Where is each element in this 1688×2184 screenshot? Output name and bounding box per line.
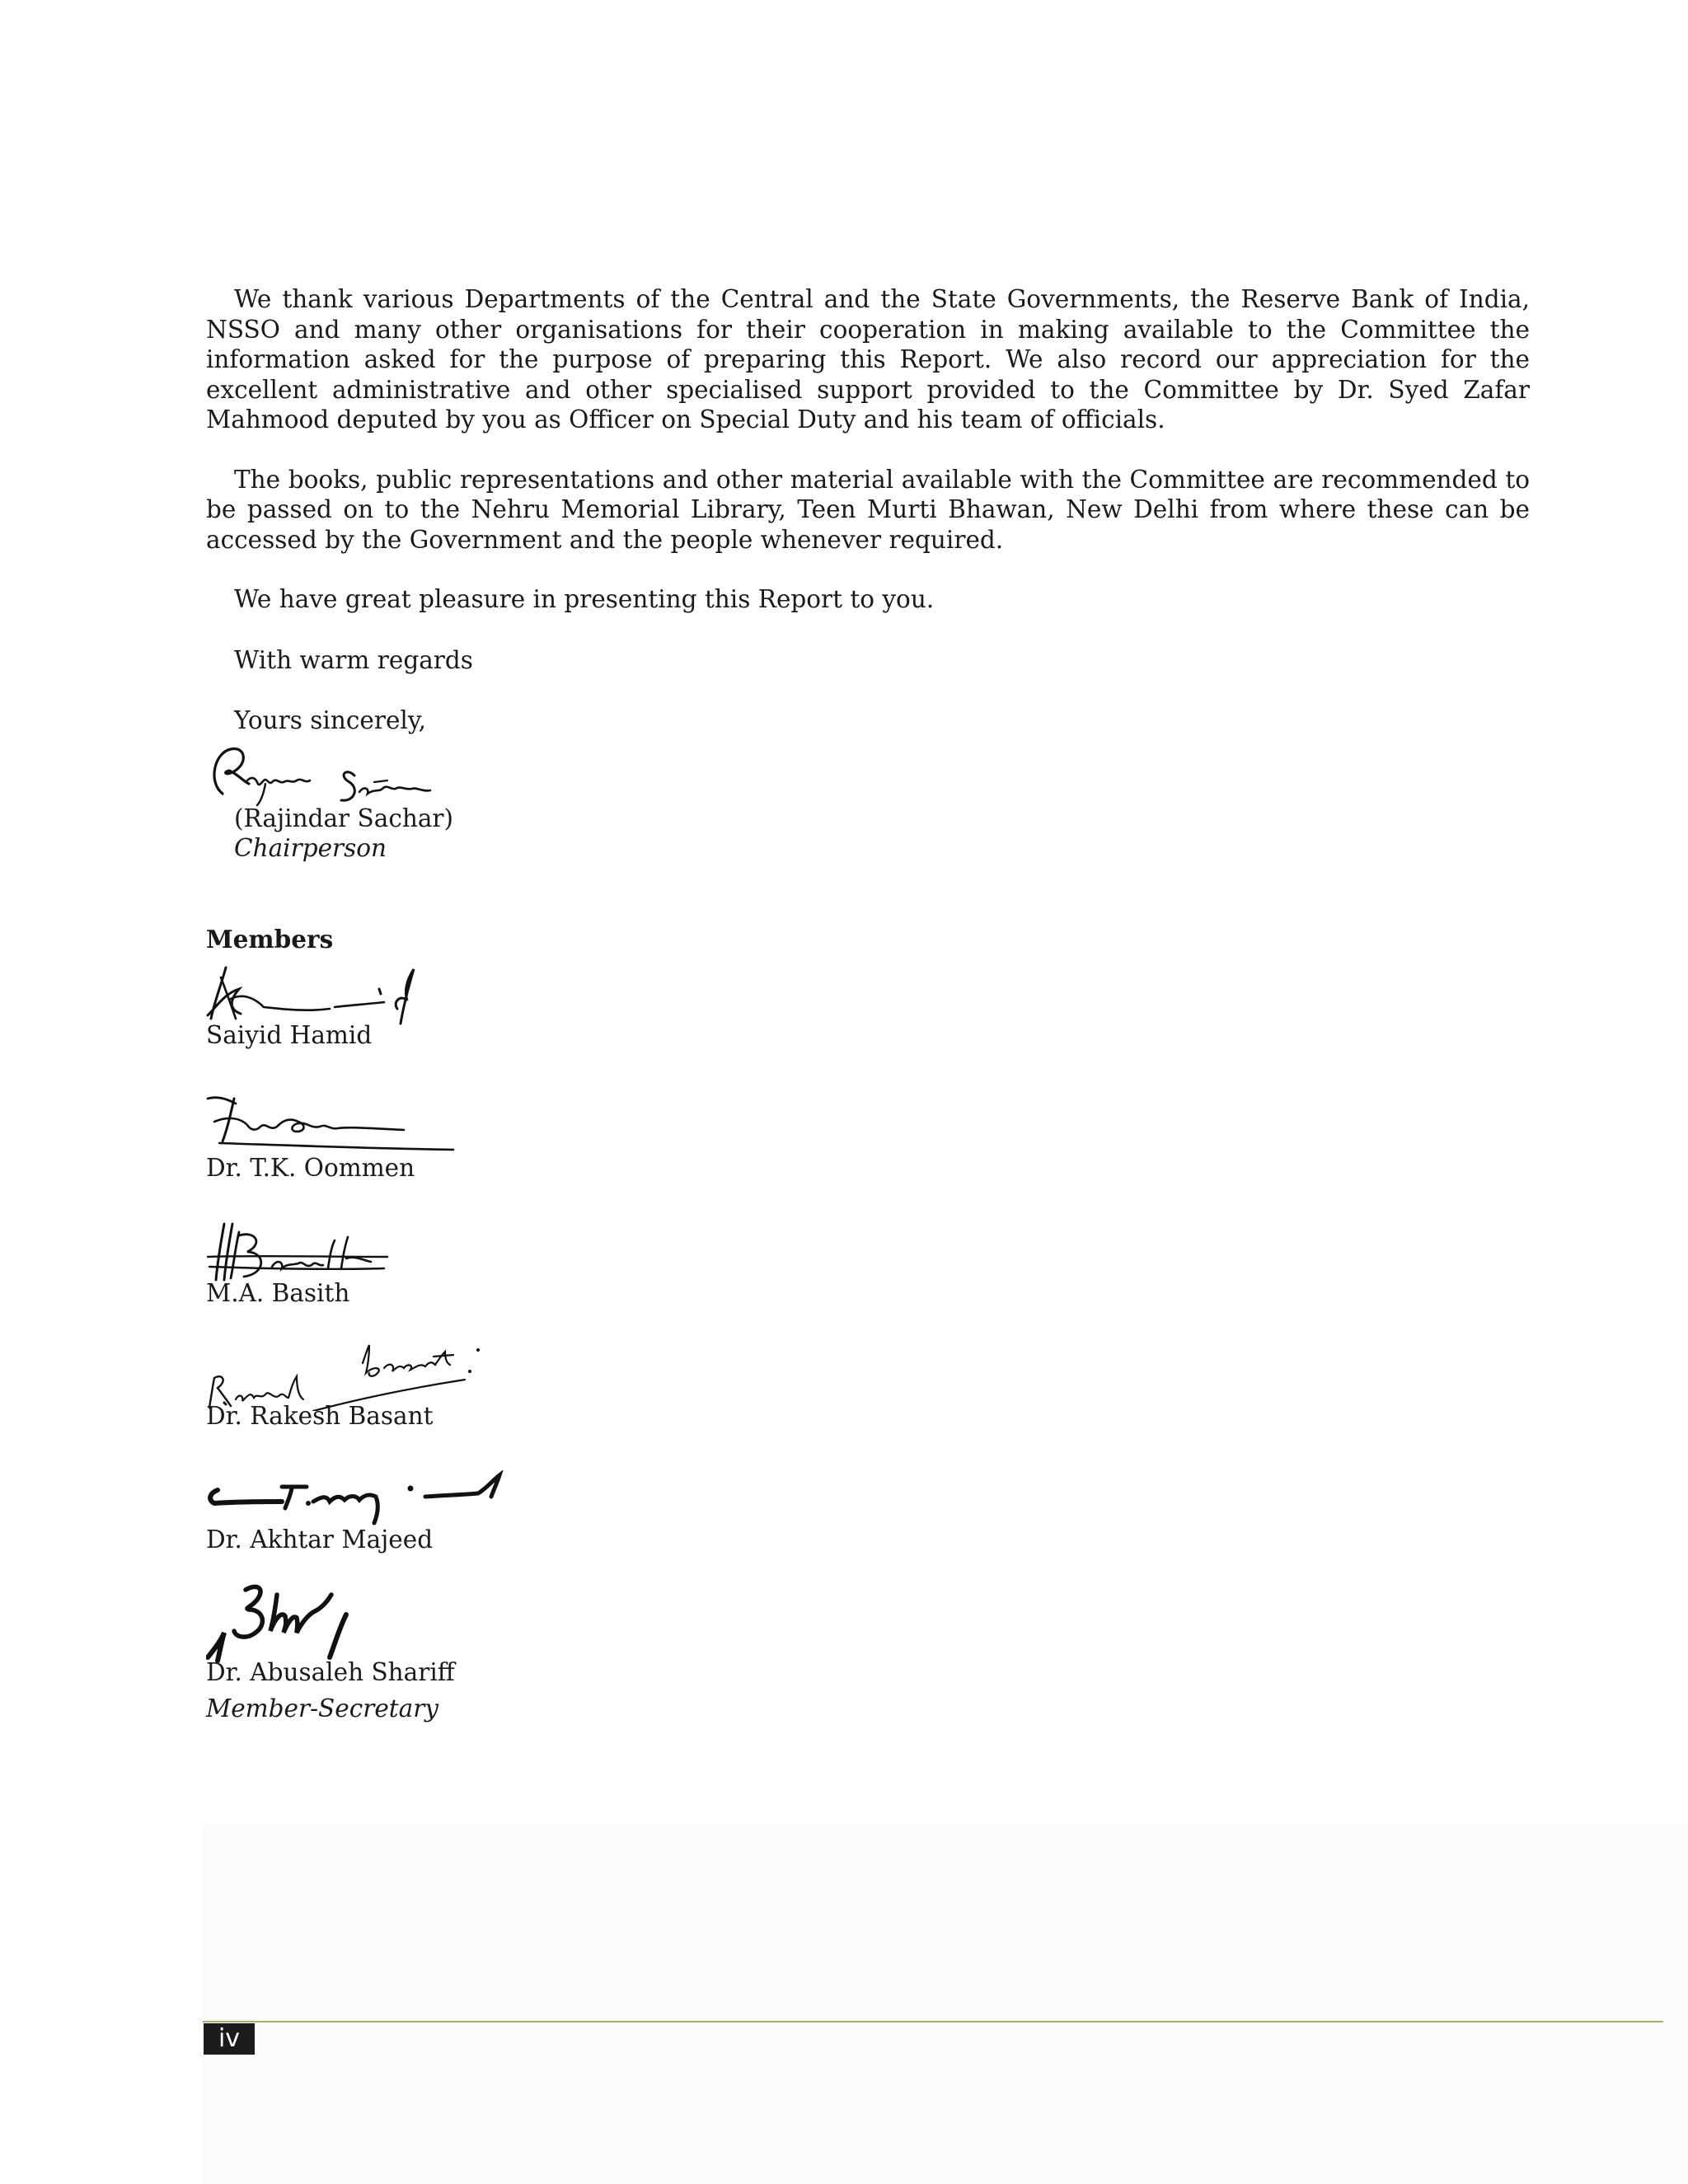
- member-secretary-title: Member-Secretary: [206, 1694, 439, 1722]
- member-signature-block: [206, 1092, 1530, 1183]
- closing-line: We have great pleasure in presenting this Report to you.: [234, 585, 935, 613]
- member-name-akhtar-majeed: Dr. Akhtar Majeed: [206, 1526, 434, 1554]
- paragraph-materials: The books, public representations and other material available with the Committee are recommended to be passed on to the Nehru Memorial Library, Teen Murti Bhawan, New Delhi from where these can be accessed by the Government and the people whenever required.: [206, 465, 1530, 554]
- footer-rule: [203, 2021, 1663, 2022]
- member-signature-block: [206, 1340, 1530, 1432]
- member-signature-block: [206, 1219, 1530, 1309]
- member-signature-block: [206, 961, 1530, 1051]
- member-name-saiyid-hamid: Saiyid Hamid: [206, 1021, 373, 1049]
- member-name-rakesh-basant: Dr. Rakesh Basant: [206, 1401, 434, 1430]
- chairperson-name: (Rajindar Sachar): [234, 804, 454, 832]
- member-signature-block: [206, 1578, 1530, 1724]
- chairperson-title: Chairperson: [234, 834, 387, 862]
- member-signature-saiyid-hamid: [206, 961, 420, 1027]
- member-signature-block: [206, 1470, 1530, 1555]
- member-name-ma-basith: M.A. Basith: [206, 1279, 350, 1307]
- page-number: iv: [204, 2023, 255, 2055]
- letter-body: [206, 284, 1530, 1724]
- regards-line: With warm regards: [234, 645, 473, 674]
- paragraph-thanks: We thank various Departments of the Central and the State Governments, the Reserve Bank of India, NSSO and many other organisations for their cooperation in making available to the Committee the information asked for the purpose of preparing this Report. We also record our appreciation for the excellent administrative and other specialised support provided to the Committee by Dr. Syed Zafar Mahmood deputed by you as Officer on Special Duty and his team of officials.: [206, 285, 1530, 434]
- member-signature-tk-oommen: [206, 1092, 462, 1160]
- bottom-panel-background: [203, 1823, 1688, 2184]
- member-signature-akhtar-majeed: [206, 1470, 511, 1530]
- chairperson-signature-block: [206, 743, 1530, 864]
- members-heading: Members: [206, 924, 334, 954]
- member-name-abusaleh-shariff: Dr. Abusaleh Shariff: [206, 1657, 455, 1686]
- member-signature-ma-basith: [206, 1219, 396, 1285]
- sign-off-line: Yours sincerely,: [234, 706, 426, 734]
- member-signature-abusaleh-shariff: [206, 1578, 371, 1664]
- member-name-tk-oommen: Dr. T.K. Oommen: [206, 1153, 415, 1182]
